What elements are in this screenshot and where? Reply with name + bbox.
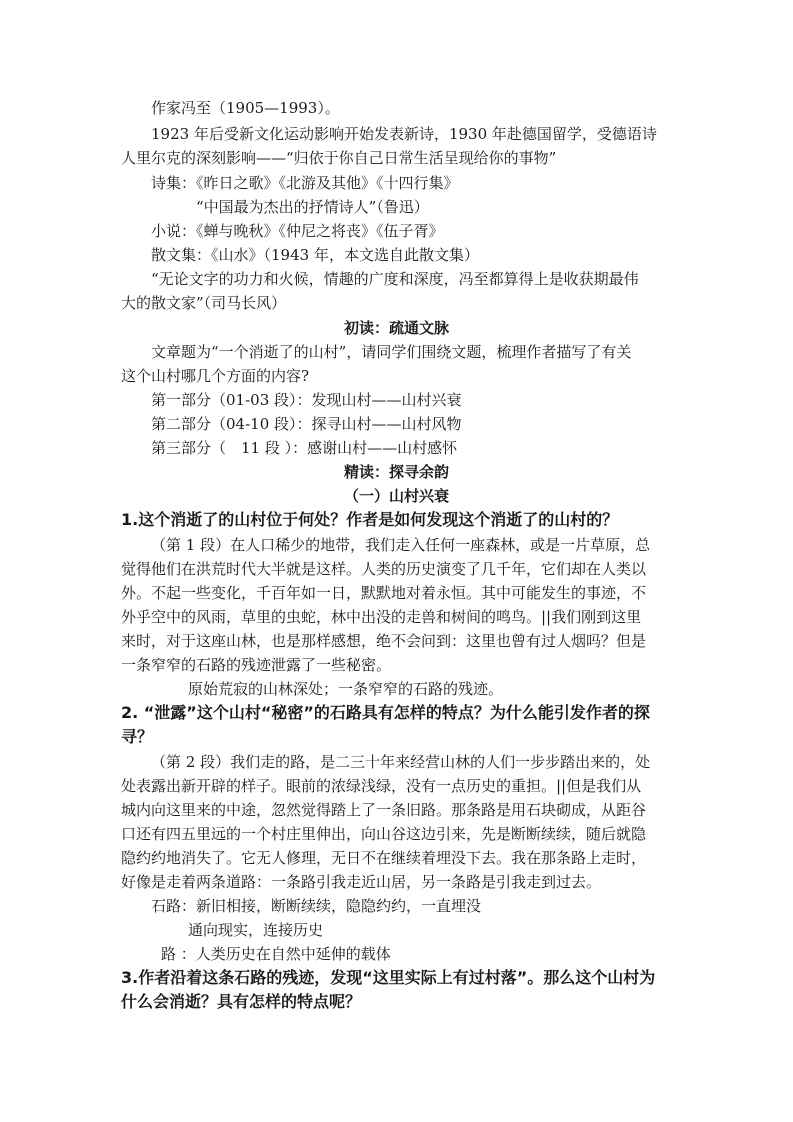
section-title-first-reading: 初读：疏通文脉	[343, 319, 449, 337]
paragraph-2-line-2: 处表露出新开辟的样子。眼前的浓绿浅绿，没有一点历史的重担。||但是我们从	[121, 777, 642, 795]
question-3-line-2: 什么会消逝？具有怎样的特点呢？	[121, 992, 362, 1011]
bio-line-2: 人里尔克的深刻影响——“归依于你自己日常生活呈现给你的事物”	[121, 149, 557, 167]
question-2-line-2: 寻？	[121, 727, 154, 746]
question-3-line-1: 3.作者沿着这条石路的残迹，发现“这里实际上有过村落”。那么这个山村为	[121, 968, 656, 987]
paragraph-2-line-1: （第 2 段）我们走的路，是二三十年来经营山林的人们一步步踏出来的，处	[151, 753, 651, 771]
paragraph-2-line-6: 好像是走着两条道路：一条路引我走近山居，另一条路是引我走到过去。	[121, 873, 602, 891]
question-line-1: 文章题为“一个消逝了的山村”，请同学们围绕文题，梳理作者描写了有关	[151, 343, 632, 361]
paragraph-2-line-3: 城内向这里来的中途，忽然觉得踏上了一条旧路。那条路是用石块砌成，从距谷	[121, 801, 647, 819]
novels-line: 小说：《蝉与晚秋》《仲尼之将丧》《伍子胥》	[151, 222, 444, 240]
section-title-close-reading: 精读：探寻余韵	[343, 463, 449, 481]
question-line-2: 这个山村哪几个方面的内容?	[121, 367, 310, 385]
sima-quote-2: 大的散文家”（司马长风）	[121, 294, 287, 312]
paragraph-1-line-4: 外乎空中的风雨，草里的虫蛇，林中出没的走兽和树间的鸣鸟。||我们刚到这里	[121, 608, 642, 626]
paragraph-1-line-2: 觉得他们在洪荒时代大半就是这样。人类的历史演变了几千年，它们却在人类以	[121, 560, 647, 578]
lu-xun-quote: “中国最为杰出的抒情诗人”（鲁迅）	[196, 198, 429, 216]
essays-line: 散文集：《山水》（1943 年，本文选自此散文集）	[151, 246, 479, 264]
question-1: 1.这个消逝了的山村位于何处？作者是如何发现这个消逝了的山村的？	[121, 510, 619, 529]
answer-2-line-1: 石路：新旧相接，断断续续，隐隐约约，一直埋没	[151, 897, 482, 915]
bio-line-1: 1923 年后受新文化运动影响开始发表新诗，1930 年赴德国留学，受德语诗	[151, 125, 657, 143]
outline-part-1: 第一部分（01-03 段）：发现山村——山村兴衰	[151, 391, 462, 409]
paragraph-1-line-3: 外。不起一些变化，千百年如一日，默默地对着永恒。其中可能发生的事迹，不	[121, 584, 647, 602]
author-line: 作家冯至（1905—1993）。	[151, 99, 340, 117]
paragraph-1-line-5: 来时，对于这座山林，也是那样感想，绝不会问到：这里也曾有过人烟吗？但是	[121, 632, 647, 650]
subsection-title: （一）山村兴衰	[343, 487, 449, 505]
answer-2-line-2: 通向现实，连接历史	[188, 921, 324, 939]
paragraph-2-line-4: 口还有四五里远的一个村庄里伸出，向山谷这边引来，先是断断续续，随后就隐	[121, 825, 647, 843]
outline-part-3: 第三部分（ 11 段 ）：感谢山村——山村感怀	[151, 439, 458, 457]
question-2-line-1: 2. “泄露”这个山村“秘密”的石路具有怎样的特点？为什么能引发作者的探	[121, 703, 650, 722]
poetry-collections: 诗集：《昨日之歌》《北游及其他》《十四行集》	[151, 174, 459, 192]
answer-2-line-3: 路 ：人类历史在自然中延伸的载体	[161, 945, 391, 963]
sima-quote-1: “无论文字的功力和火候，情趣的广度和深度，冯至都算得上是收获期最伟	[151, 270, 639, 288]
answer-1: 原始荒寂的山林深处；一条窄窄的石路的残迹。	[188, 680, 504, 698]
paragraph-1-line-6: 一条窄窄的石路的残迹泄露了一些秘密。	[121, 656, 392, 674]
outline-part-2: 第二部分（04-10 段）：探寻山村——山村风物	[151, 415, 462, 433]
paragraph-2-line-5: 隐约约地消失了。它无人修理，无日不在继续着埋没下去。我在那条路上走时，	[121, 849, 647, 867]
paragraph-1-line-1: （第 1 段）在人口稀少的地带，我们走入任何一座森林，或是一片草原，总	[151, 536, 651, 554]
